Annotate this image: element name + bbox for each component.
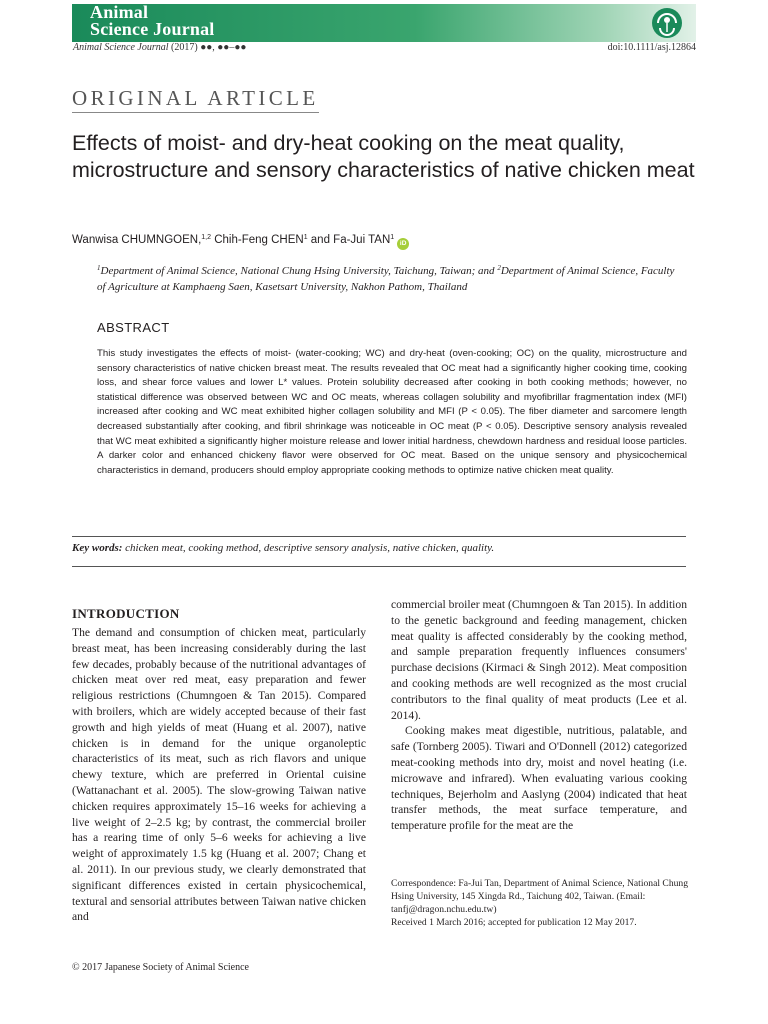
affiliation-text: Department of Animal Science, National Chung Hsing University, Taichung, Taiwan; and <box>100 265 498 277</box>
received-dates: Received 1 March 2016; accepted for publication 12 May 2017. <box>391 917 637 928</box>
paragraph: The demand and consumption of chicken meat, particularly breast meat, has been increasing considerably during the last few decades, probably because of the nutritional advantages of chicken meat over red meat, easy preparation and fewer religious restrictions (Chumngoen & Tan 2015). Compared with broilers, which are widely accepted because of their fast growth and high yields of meat (Huang et al. 2007), native chicken is in demand for the unique organoleptic characteristics of its meat, such as rich flavors and unique chewy texture, which are preferred in Oriental cuisine (Wattanachant et al. 2005). The slow-growing Taiwan native chicken requires approximately 15–16 weeks for achieving a live weight of 2–2.5 kg; by contrast, the commercial broiler has a rearing time of only 5–6 weeks for achieving a live weight of approximately 1.5 kg (Huang et al. 2007; Chang et al. 2011). In our previous study, we clearly demonstrated that significant differences existed in certain physicochemical, textural and sensorial attributes between Taiwan native chicken and <box>72 626 366 924</box>
author-separator: and <box>307 234 334 246</box>
journal-name-line2: Science Journal <box>90 19 215 39</box>
author-affiliation-sup: 1 <box>390 234 395 241</box>
doi-link[interactable]: doi:10.1111/asj.12864 <box>607 42 696 53</box>
affiliation-text: Department of Animal Science, Faculty of Agriculture at Kamphaeng Saen, Kasetsart University, Nakhon Pathom, Thailand <box>97 265 675 293</box>
author-name: Wanwisa CHUMNGOEN, <box>72 234 202 246</box>
article-title: Effects of moist- and dry-heat cooking on the meat quality, microstructure and sensory characteristics of native chicken meat <box>72 131 695 182</box>
author-affiliation-sup: 1 <box>303 234 308 241</box>
body-column-right <box>391 597 687 834</box>
author-name: Fa-Jui TAN <box>333 234 391 246</box>
affiliation-sup: 1 <box>97 264 101 272</box>
keywords-label: Key words: <box>72 542 123 554</box>
affiliation-sup: 2 <box>497 264 501 272</box>
copyright-notice: © 2017 Japanese Society of Animal Science <box>72 962 249 973</box>
author-name: Chih-Feng CHEN <box>211 234 304 246</box>
orcid-icon[interactable]: iD <box>397 238 409 250</box>
abstract-text: This study investigates the effects of moist- (water-cooking; WC) and dry-heat (oven-cooking; OC) on the quality, microstructure and sensory characteristics of native chicken breast meat. The results revealed that OC meat had a significantly higher cooking time, cooking loss, and shear force values and lower L* values. Protein solubility decreased after cooking in both cooking methods; however, no statistical difference was observed between WC and OC meats, whereas collagen solubility and myofibrillar fragmentation index (MFI) increased after cooking and WC meat exhibited higher collagen solubility and MFI (P < 0.05). The fiber diameter and sarcomere length decreased substantially after cooking, and fibril shrinkage was noticeable in OC meat (P < 0.05). Descriptive sensory analysis revealed that WC meat exhibited a significantly higher moisture release and lower initial hardness, chewdown hardness and residual loose particles. A darker color and enhanced chickeny flavor were observed for OC meat. Based on the unique sensory and physicochemical characteristics in demand, producers should employ appropriate cooking methods to optimize native chicken meat quality. <box>97 348 687 476</box>
correspondence-note <box>391 877 691 929</box>
keywords-list: chicken meat, cooking method, descriptive sensory analysis, native chicken, quality. <box>122 542 495 554</box>
paragraph: Cooking makes meat digestible, nutritious, palatable, and safe (Tornberg 2005). Tiwari and O'Donnell (2012) categorized meat-cooking methods into dry, moist and novel heating (i.e. microwave and infrared). When evaluating various cooking techniques, Bejerholm and Aaslyng (2004) indicated that heat transfer methods, the meat surface temperature, and temperature profile for the meat are the <box>391 724 687 833</box>
affiliations <box>97 260 677 295</box>
citation-volume: (2017) ●●, ●●–●● <box>168 42 247 53</box>
abstract-heading: ABSTRACT <box>97 320 170 335</box>
author-affiliation-sup: 1,2 <box>201 234 212 241</box>
keywords-rule-top <box>72 536 686 537</box>
journal-logo-icon <box>650 6 684 40</box>
correspondence-address: Correspondence: Fa-Jui Tan, Department of Animal Science, National Chung Hsing University, 145 Xingda Rd., Taichung 402, Taiwan. (Email: tanfj@dragon.nchu.edu.tw) <box>391 878 689 915</box>
journal-name-line1: Animal <box>90 2 149 22</box>
citation-journal: Animal Science Journal <box>73 42 169 53</box>
body-column-left <box>72 625 366 925</box>
article-type: ORIGINAL ARTICLE <box>72 86 319 113</box>
author-list <box>72 234 409 250</box>
paragraph: commercial broiler meat (Chumngoen & Tan 2015). In addition to the genetic background and feeding management, chicken meat quality is affected considerably by the cooking method, and sample preparation frequently influences consumers' purchase decisions (Kirmaci & Singh 2012). Meat composition and cooking methods are well recognized as the most crucial contributors to the final quality of meat products (Lee et al. 2014). <box>391 598 687 722</box>
keywords-rule-bottom <box>72 566 686 567</box>
keywords <box>72 542 686 554</box>
journal-citation <box>73 42 246 53</box>
section-heading-introduction: INTRODUCTION <box>72 606 180 621</box>
journal-name <box>90 4 390 38</box>
